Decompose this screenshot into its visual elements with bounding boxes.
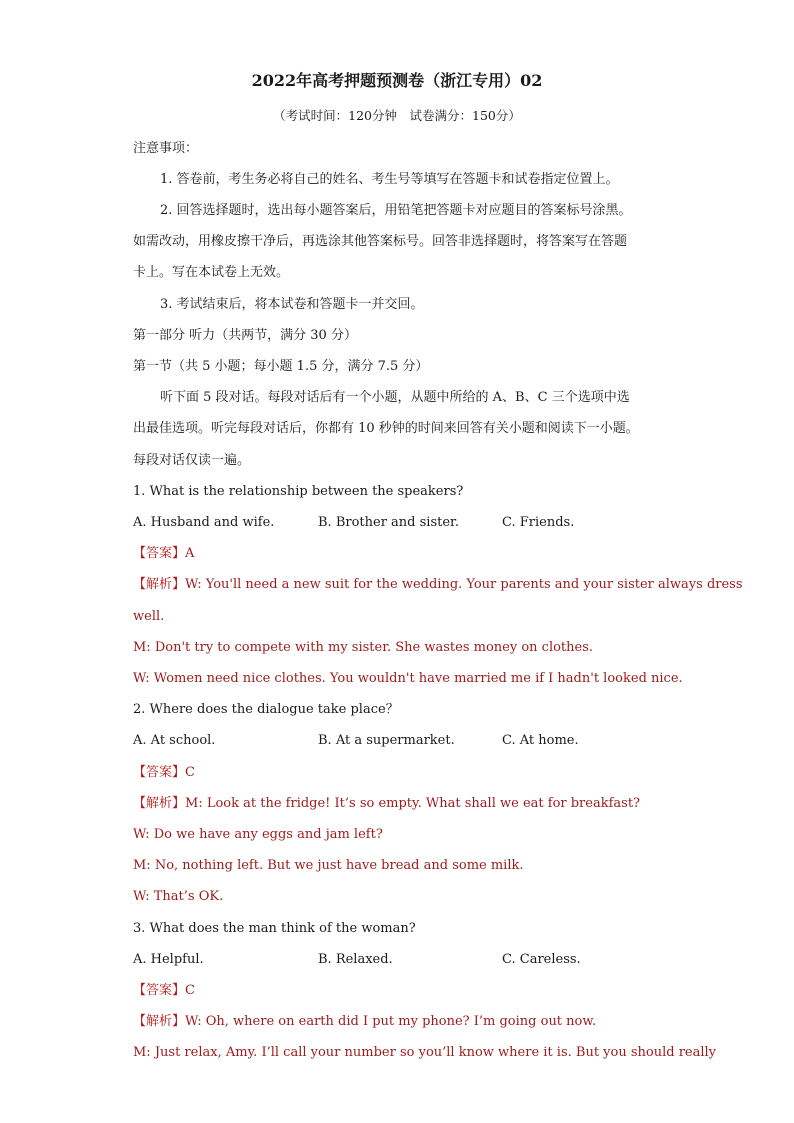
option-b: B. At a supermarket. [318, 733, 455, 748]
analysis-text: W: Oh, where on earth did I put my phone? I’m going out now. [185, 1014, 597, 1029]
page-title: 2022年高考押题预测卷（浙江专用）02 [251, 71, 543, 90]
answer-tag: 【答案】 [133, 983, 186, 998]
option-b: B. Relaxed. [318, 952, 393, 967]
question-text: 1. What is the relationship between the speakers? [133, 484, 464, 499]
analysis-line: W: Do we have any eggs and jam left? [133, 827, 383, 842]
section-heading: 第一节（共 5 小题；每小题 1.5 分，满分 7.5 分） [133, 359, 429, 374]
answer-line [133, 764, 195, 782]
note-line: 3. 考试结束后，将本试卷和答题卡一并交回。 [160, 297, 424, 312]
notes-heading: 注意事项： [133, 141, 199, 156]
analysis-line [133, 795, 640, 813]
note-line: 2. 回答选择题时，选出每小题答案后，用铅笔把答题卡对应题目的答案标号涂黑。 [160, 203, 632, 218]
analysis-tag: 【解析】 [133, 1014, 186, 1029]
option-c: C. Careless. [502, 952, 581, 967]
option-a: A. At school. [133, 733, 216, 748]
note-line: 卡上。写在本试卷上无效。 [133, 265, 290, 280]
question-text: 3. What does the man think of the woman? [133, 921, 416, 936]
instruction-line: 听下面 5 段对话。每段对话后有一个小题，从题中所给的 A、B、C 三个选项中选 [160, 390, 630, 405]
analysis-line: M: Don't try to compete with my sister. She wastes money on clothes. [133, 640, 594, 655]
analysis-text: W: You'll need a new suit for the wedding. Your parents and your sister always dress [185, 577, 743, 592]
option-a: A. Husband and wife. [133, 515, 275, 530]
analysis-line [133, 1013, 596, 1031]
option-b: B. Brother and sister. [318, 515, 459, 530]
analysis-line [133, 576, 743, 594]
question-text: 2. Where does the dialogue take place？ [133, 702, 399, 717]
analysis-line: W: Women need nice clothes. You wouldn't have married me if I hadn't looked nice. [133, 671, 683, 686]
answer-value: C [185, 983, 195, 998]
answer-tag: 【答案】 [133, 765, 186, 780]
option-c: C. At home. [502, 733, 579, 748]
analysis-line: M: No, nothing left. But we just have bread and some milk. [133, 858, 524, 873]
analysis-line: W: That’s OK. [133, 889, 224, 904]
option-a: A. Helpful. [133, 952, 204, 967]
answer-value: C [185, 765, 195, 780]
instruction-line: 出最佳选项。听完每段对话后，你都有 10 秒钟的时间来回答有关小题和阅读下一小题。 [133, 421, 639, 436]
answer-line [133, 545, 194, 563]
note-line: 如需改动，用橡皮擦干净后，再选涂其他答案标号。回答非选择题时，将答案写在答题 [133, 234, 628, 249]
exam-info: （考试时间：120分钟 试卷满分：150分） [273, 108, 521, 123]
analysis-line: M: Just relax, Amy. I’ll call your number so you’ll know where it is. But you should really [133, 1045, 717, 1060]
part-heading: 第一部分 听力（共两节，满分 30 分） [133, 328, 357, 343]
analysis-text: M: Look at the fridge! It’s so empty. What shall we eat for breakfast? [185, 796, 641, 811]
analysis-tag: 【解析】 [133, 577, 186, 592]
answer-value: A [185, 546, 195, 561]
analysis-line: well. [133, 609, 165, 624]
option-c: C. Friends. [502, 515, 575, 530]
answer-tag: 【答案】 [133, 546, 186, 561]
note-line: 1. 答卷前，考生务必将自己的姓名、考生号等填写在答题卡和试卷指定位置上。 [160, 172, 619, 187]
instruction-line: 每段对话仅读一遍。 [133, 453, 251, 468]
answer-line [133, 982, 195, 1000]
analysis-tag: 【解析】 [133, 796, 186, 811]
